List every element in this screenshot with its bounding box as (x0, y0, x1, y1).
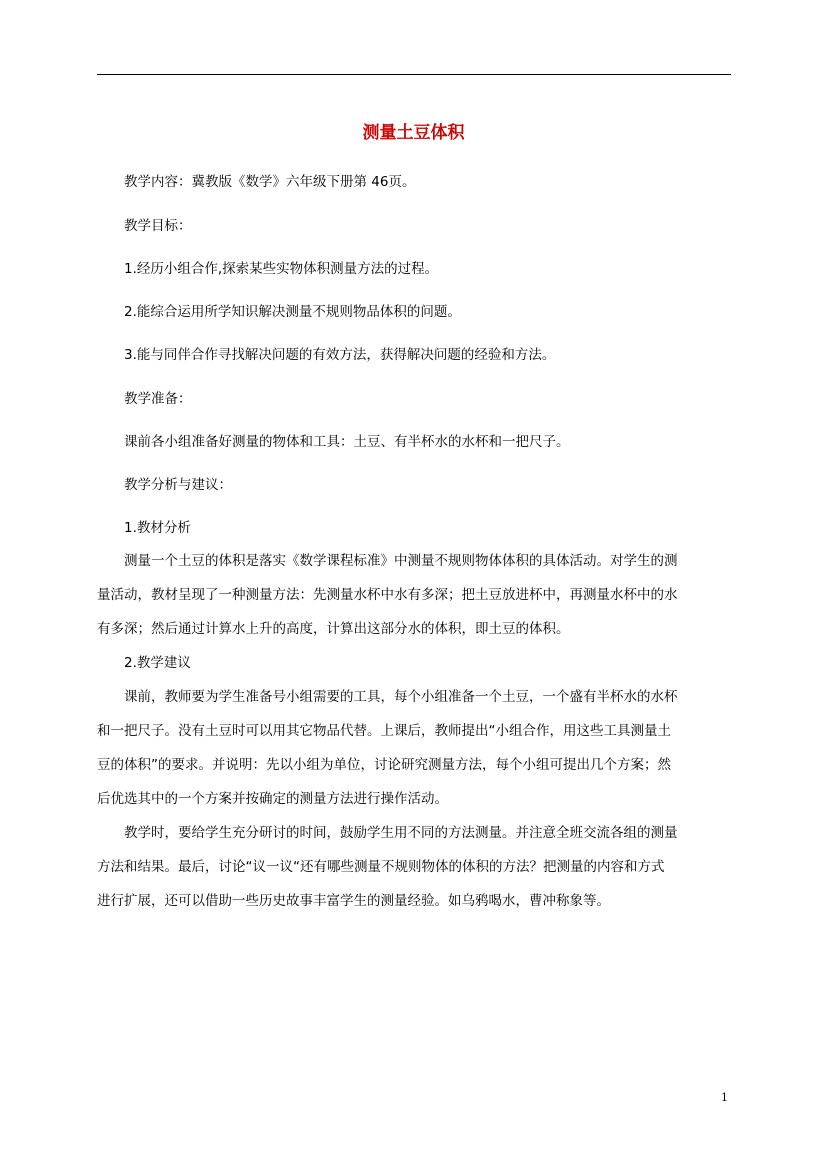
paragraph-line: 方法和结果。最后，讨论“议一议“还有哪些测量不规则物体的体积的方法？把测量的内容和方式 (97, 859, 665, 875)
paragraph-line: 教学时，要给学生充分研讨的时间，鼓励学生用不同的方法测量。并注意全班交流各组的测量 (97, 825, 678, 841)
paragraph-line: 测量一个土豆的体积是落实《数学课程标准》中测量不规则物体体积的具体活动。对学生的测 (97, 553, 678, 569)
paragraph-line: 教学内容：冀教版《数学》六年级下册第 46页。 (97, 174, 416, 190)
header-rule (97, 74, 731, 75)
paragraph-line: 后优选其中的一个方案并按确定的测量方法进行操作活动。 (97, 791, 448, 807)
paragraph-line: 和一把尺子。没有土豆时可以用其它物品代替。上课后，教师提出“小组合作，用这些工具测量土 (97, 723, 671, 739)
paragraph-line: 2.教学建议 (97, 655, 191, 671)
paragraph-line: 进行扩展，还可以借助一些历史故事丰富学生的测量经验。如乌鸦喝水，曹冲称象等。 (97, 893, 610, 909)
paragraph-line: 课前，教师要为学生准备号小组需要的工具，每个小组准备一个土豆，一个盛有半杯水的水杯 (97, 689, 678, 705)
document-title: 测量土豆体积 (362, 123, 465, 143)
paragraph-line: 2.能综合运用所学知识解决测量不规则物品体积的问题。 (97, 304, 461, 320)
paragraph-line: 教学目标： (97, 218, 192, 234)
paragraph-line: 课前各小组准备好测量的物体和工具：土豆、有半杯水的水杯和一把尺子。 (97, 434, 570, 450)
paragraph-line: 豆的体积”的要求。并说明：先以小组为单位，讨论研究测量方法，每个小组可提出几个方案；然 (97, 757, 671, 773)
page-number: 1 (721, 1091, 728, 1104)
paragraph-line: 3.能与同伴合作寻找解决问题的有效方法，获得解决问题的经验和方法。 (97, 347, 556, 363)
paragraph-line: 1.教材分析 (97, 520, 191, 536)
paragraph-line: 教学分析与建议： (97, 477, 232, 493)
paragraph-line: 有多深；然后通过计算水上升的高度，计算出这部分水的体积，即土豆的体积。 (97, 621, 570, 637)
paragraph-line: 教学准备： (97, 391, 192, 407)
paragraph-line: 量活动，教材呈现了一种测量方法：先测量水杯中水有多深；把土豆放进杯中，再测量水杯中的水 (97, 587, 678, 603)
paragraph-line: 1.经历小组合作,探索某些实物体积测量方法的过程。 (97, 261, 439, 277)
